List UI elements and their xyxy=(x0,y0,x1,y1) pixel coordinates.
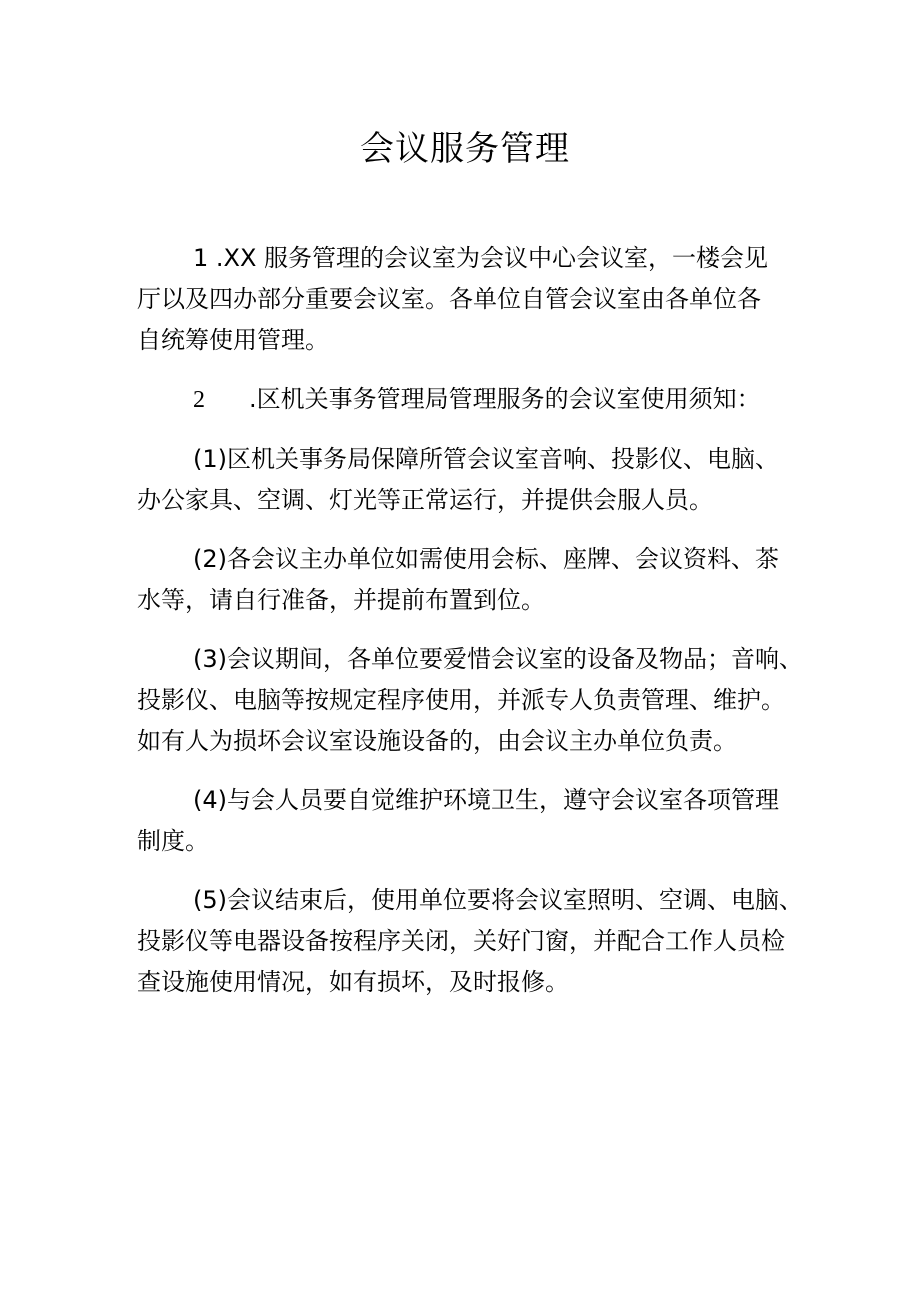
paragraph-7 xyxy=(137,880,809,1003)
paragraph-4-line-1: (2)各会议主办单位如需使用会标、座牌、会议资料、茶 xyxy=(193,545,779,573)
paragraph-2 xyxy=(137,379,809,421)
paragraph-3-line-2: 办公家具、空调、灯光等正常运行，并提供会服人员。 xyxy=(137,486,713,514)
paragraph-1 xyxy=(137,238,809,361)
paragraph-5 xyxy=(137,639,809,762)
paragraph-5-line-1: (3)会议期间，各单位要爱惜会议室的设备及物品；音响、 xyxy=(193,645,803,673)
paragraph-1-line-2: 厅以及四办部分重要会议室。各单位自管会议室由各单位各 xyxy=(137,285,761,313)
document-body xyxy=(137,238,809,1021)
section-heading-text: .区机关事务管理局管理服务的会议室使用须知： xyxy=(249,385,761,413)
section-number: 2 xyxy=(193,387,205,413)
document-title: 会议服务管理 xyxy=(360,129,570,169)
paragraph-6-line-2: 制度。 xyxy=(137,827,209,855)
paragraph-4 xyxy=(137,539,809,621)
paragraph-5-line-2: 投影仪、电脑等按规定程序使用，并派专人负责管理、维护。 xyxy=(137,686,785,714)
paragraph-7-line-1: (5)会议结束后，使用单位要将会议室照明、空调、电脑、 xyxy=(193,886,803,914)
paragraph-1-line-1: 1 .XX 服务管理的会议室为会议中心会议室，一楼会见 xyxy=(193,244,769,272)
paragraph-2-line-1 xyxy=(193,379,809,421)
paragraph-6 xyxy=(137,780,809,862)
paragraph-4-line-2: 水等，请自行准备，并提前布置到位。 xyxy=(137,586,545,614)
paragraph-7-line-3: 查设施使用情况，如有损坏，及时报修。 xyxy=(137,968,569,996)
paragraph-5-line-3: 如有人为损坏会议室设施设备的，由会议主办单位负责。 xyxy=(137,727,737,755)
paragraph-6-line-1: (4)与会人员要自觉维护环境卫生，遵守会议室各项管理 xyxy=(193,786,779,814)
paragraph-3-line-1: (1)区机关事务局保障所管会议室音响、投影仪、电脑、 xyxy=(193,445,779,473)
paragraph-1-line-3: 自统筹使用管理。 xyxy=(137,326,329,354)
paragraph-7-line-2: 投影仪等电器设备按程序关闭，关好门窗，并配合工作人员检 xyxy=(137,927,785,955)
paragraph-3 xyxy=(137,439,809,521)
